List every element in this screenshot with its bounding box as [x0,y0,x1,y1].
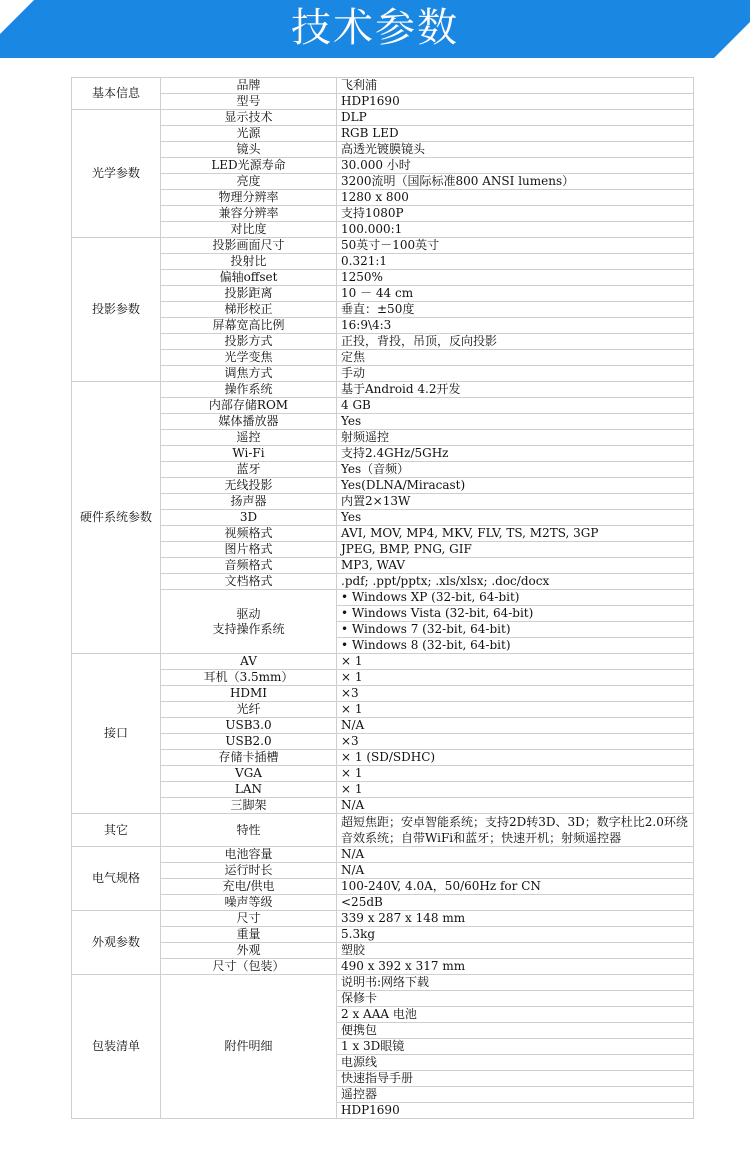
param-value: 基于Android 4.2开发 [337,382,694,398]
table-row [72,911,694,927]
param-value: RGB LED [337,126,694,142]
table-row [72,158,694,174]
os-item: • Windows 8 (32-bit, 64-bit) [337,638,694,654]
table-row [72,879,694,895]
param-value: N/A [337,718,694,734]
param-value: DLP [337,110,694,126]
table-row [72,863,694,879]
table-row [72,814,694,847]
param-value: × 1 [337,766,694,782]
param-value: 0.321:1 [337,254,694,270]
param-label: LED光源寿命 [161,158,337,174]
table-row [72,526,694,542]
spec-table [71,77,694,1119]
param-value: 100.000:1 [337,222,694,238]
category-basic-info: 基本信息 [72,78,161,110]
param-label: 投射比 [161,254,337,270]
category-projection: 投影参数 [72,238,161,382]
param-label: 特性 [161,814,337,847]
param-label: 光源 [161,126,337,142]
table-row [72,590,694,606]
table-row [72,718,694,734]
param-value: 定焦 [337,350,694,366]
param-label: 内部存储ROM [161,398,337,414]
param-value: × 1 [337,782,694,798]
table-row [72,927,694,943]
param-label: 型号 [161,94,337,110]
table-row [72,446,694,462]
param-label: 物理分辨率 [161,190,337,206]
param-value: 10 － 44 cm [337,286,694,302]
table-row [72,975,694,991]
table-row [72,943,694,959]
param-value: 正投，背投，吊顶，反向投影 [337,334,694,350]
param-value: Yes [337,510,694,526]
param-value: MP3, WAV [337,558,694,574]
table-row [72,126,694,142]
param-value: HDP1690 [337,94,694,110]
param-value: 5.3kg [337,927,694,943]
table-row [72,750,694,766]
table-row [72,286,694,302]
param-label: 兼容分辨率 [161,206,337,222]
param-value: 490 x 392 x 317 mm [337,959,694,975]
table-row [72,110,694,126]
param-label: 对比度 [161,222,337,238]
table-row [72,686,694,702]
param-value: 30.000 小时 [337,158,694,174]
table-row [72,174,694,190]
category-interfaces: 接口 [72,654,161,814]
param-value: N/A [337,863,694,879]
category-appearance: 外观参数 [72,911,161,975]
param-label: USB2.0 [161,734,337,750]
param-label: 扬声器 [161,494,337,510]
table-row [72,798,694,814]
param-label: 操作系统 [161,382,337,398]
param-value: × 1 [337,670,694,686]
param-label: USB3.0 [161,718,337,734]
param-value: 手动 [337,366,694,382]
param-label: 3D [161,510,337,526]
param-value: N/A [337,847,694,863]
table-row [72,334,694,350]
category-other: 其它 [72,814,161,847]
category-package: 包装清单 [72,975,161,1119]
table-row [72,366,694,382]
header-banner [0,0,750,58]
param-value: 1250% [337,270,694,286]
param-label: 噪声等级 [161,895,337,911]
table-row [72,238,694,254]
param-label: AV [161,654,337,670]
param-value: Yes(DLNA/Miracast) [337,478,694,494]
param-label: 投影方式 [161,334,337,350]
package-item: 遥控器 [337,1087,694,1103]
param-value: 射频遥控 [337,430,694,446]
os-item: • Windows XP (32-bit, 64-bit) [337,590,694,606]
table-row [72,734,694,750]
param-label: 镜头 [161,142,337,158]
table-row [72,494,694,510]
param-label: 品牌 [161,78,337,94]
category-electrical: 电气规格 [72,847,161,911]
param-label: 亮度 [161,174,337,190]
table-row [72,270,694,286]
table-row [72,382,694,398]
table-row [72,654,694,670]
param-label: 梯形校正 [161,302,337,318]
param-value: 飞利浦 [337,78,694,94]
page-title: 技术参数 [291,5,459,51]
table-row [72,895,694,911]
param-label: 调焦方式 [161,366,337,382]
param-value: 4 GB [337,398,694,414]
table-row [72,94,694,110]
package-item: HDP1690 [337,1103,694,1119]
param-label: 尺寸 [161,911,337,927]
table-row [72,766,694,782]
param-label: 遥控 [161,430,337,446]
driver-label: 驱动 [236,606,261,621]
param-label: 投影画面尺寸 [161,238,337,254]
param-label: 重量 [161,927,337,943]
table-row [72,542,694,558]
param-label: 文档格式 [161,574,337,590]
param-label: 三脚架 [161,798,337,814]
param-value: × 1 [337,702,694,718]
param-label: 运行时长 [161,863,337,879]
param-value: JPEG, BMP, PNG, GIF [337,542,694,558]
param-value: 垂直：±50度 [337,302,694,318]
param-value: × 1 (SD/SDHC) [337,750,694,766]
package-item: 电源线 [337,1055,694,1071]
param-value: 内置2×13W [337,494,694,510]
category-optical: 光学参数 [72,110,161,238]
table-row [72,702,694,718]
param-label: 投影距离 [161,286,337,302]
param-label: 电池容量 [161,847,337,863]
param-value: 高透光镀膜镜头 [337,142,694,158]
param-value: .pdf; .ppt/pptx; .xls/xlsx; .doc/docx [337,574,694,590]
table-row [72,430,694,446]
param-value: 16:9\4:3 [337,318,694,334]
param-value: 支持2.4GHz/5GHz [337,446,694,462]
category-hardware: 硬件系统参数 [72,382,161,654]
param-value: 支持1080P [337,206,694,222]
table-row [72,462,694,478]
param-label: 光学变焦 [161,350,337,366]
table-row [72,478,694,494]
param-value: <25dB [337,895,694,911]
table-row [72,398,694,414]
package-item: 快速指导手册 [337,1071,694,1087]
package-item: 2 x AAA 电池 [337,1007,694,1023]
param-value: AVI, MOV, MP4, MKV, FLV, TS, M2TS, 3GP [337,526,694,542]
param-value: 塑胶 [337,943,694,959]
package-item: 说明书:网络下载 [337,975,694,991]
table-row [72,190,694,206]
param-label: 蓝牙 [161,462,337,478]
param-value: 339 x 287 x 148 mm [337,911,694,927]
param-label: 偏轴offset [161,270,337,286]
table-row [72,318,694,334]
param-label: 充电/供电 [161,879,337,895]
param-label: 尺寸（包装） [161,959,337,975]
package-item: 1 x 3D眼镜 [337,1039,694,1055]
param-label: 音频格式 [161,558,337,574]
param-value: N/A [337,798,694,814]
table-row [72,574,694,590]
table-row [72,558,694,574]
param-value: 50英寸－100英寸 [337,238,694,254]
table-row [72,254,694,270]
param-label: 存储卡插槽 [161,750,337,766]
param-label: 外观 [161,943,337,959]
table-row [72,302,694,318]
table-row [72,847,694,863]
param-value: ×3 [337,734,694,750]
table-row [72,782,694,798]
param-label: LAN [161,782,337,798]
table-row [72,350,694,366]
param-label-driver [161,590,337,654]
param-label-accessories: 附件明细 [161,975,337,1119]
table-row [72,78,694,94]
param-label: 显示技术 [161,110,337,126]
supported-os-label: 支持操作系统 [212,621,285,636]
table-row [72,959,694,975]
param-value: ×3 [337,686,694,702]
param-label: 图片格式 [161,542,337,558]
param-value: Yes [337,414,694,430]
param-value: 1280 x 800 [337,190,694,206]
os-item: • Windows 7 (32-bit, 64-bit) [337,622,694,638]
os-item: • Windows Vista (32-bit, 64-bit) [337,606,694,622]
param-label: 屏幕宽高比例 [161,318,337,334]
table-row [72,510,694,526]
package-item: 便携包 [337,1023,694,1039]
param-label: 光纤 [161,702,337,718]
table-row [72,414,694,430]
param-value: 100-240V, 4.0A，50/60Hz for CN [337,879,694,895]
param-label: 视频格式 [161,526,337,542]
param-label: 无线投影 [161,478,337,494]
table-row [72,670,694,686]
param-label: HDMI [161,686,337,702]
param-label: Wi-Fi [161,446,337,462]
param-label: 耳机（3.5mm） [161,670,337,686]
param-value: Yes（音频） [337,462,694,478]
package-item: 保修卡 [337,991,694,1007]
param-value: 超短焦距；安卓智能系统；支持2D转3D、3D；数字杜比2.0环绕音效系统；自带WiFi和蓝牙；快速开机；射频遥控器 [337,814,694,847]
table-row [72,222,694,238]
param-label: 媒体播放器 [161,414,337,430]
param-value: 3200流明（国际标准800 ANSI lumens） [337,174,694,190]
param-label: VGA [161,766,337,782]
table-row [72,206,694,222]
param-value: × 1 [337,654,694,670]
table-row [72,142,694,158]
